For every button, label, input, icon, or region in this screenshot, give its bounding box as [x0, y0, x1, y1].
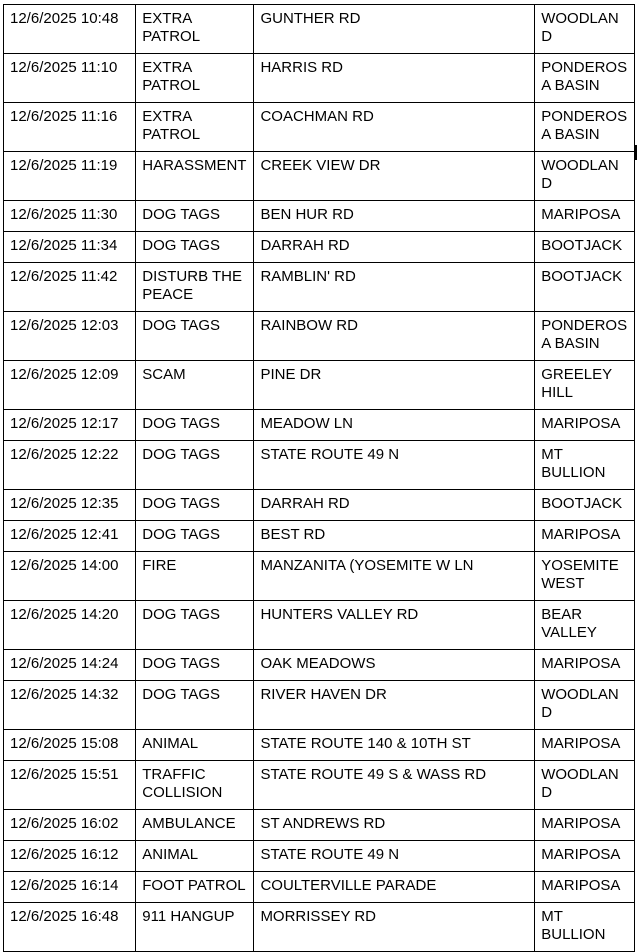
cell-call-type: DOG TAGS: [136, 681, 254, 730]
cell-datetime: 12/6/2025 14:32: [4, 681, 136, 730]
cell-call-type: DISTURB THE PEACE: [136, 263, 254, 312]
cell-location: MEADOW LN: [254, 410, 535, 441]
cell-area: PONDEROSA BASIN: [535, 103, 635, 152]
cell-datetime: 12/6/2025 11:10: [4, 54, 136, 103]
cell-location: CREEK VIEW DR: [254, 152, 535, 201]
cell-area: PONDEROSA BASIN: [535, 312, 635, 361]
cell-call-type: DOG TAGS: [136, 650, 254, 681]
cell-area: MT BULLION: [535, 441, 635, 490]
table-row: [4, 903, 635, 952]
cell-call-type: FOOT PATROL: [136, 872, 254, 903]
cell-location: BEST RD: [254, 521, 535, 552]
cell-call-type: AMBULANCE: [136, 810, 254, 841]
table-row: [4, 810, 635, 841]
cell-datetime: 12/6/2025 11:16: [4, 103, 136, 152]
cell-area: BEAR VALLEY: [535, 601, 635, 650]
table-row: [4, 490, 635, 521]
cell-datetime: 12/6/2025 14:24: [4, 650, 136, 681]
cell-area: MARIPOSA: [535, 810, 635, 841]
table-row: [4, 521, 635, 552]
cell-datetime: 12/6/2025 12:22: [4, 441, 136, 490]
cell-area: MARIPOSA: [535, 872, 635, 903]
cell-location: ST ANDREWS RD: [254, 810, 535, 841]
cell-datetime: 12/6/2025 16:14: [4, 872, 136, 903]
cell-location: STATE ROUTE 49 N: [254, 841, 535, 872]
cell-location: MORRISSEY RD: [254, 903, 535, 952]
cell-call-type: 911 HANGUP: [136, 903, 254, 952]
table-row: [4, 201, 635, 232]
cell-area: MARIPOSA: [535, 650, 635, 681]
cell-call-type: DOG TAGS: [136, 410, 254, 441]
cell-call-type: DOG TAGS: [136, 232, 254, 263]
cell-area: BOOTJACK: [535, 263, 635, 312]
table-row: [4, 552, 635, 601]
call-log-body: [4, 5, 635, 952]
cell-area: GREELEY HILL: [535, 361, 635, 410]
cell-area: PONDEROSA BASIN: [535, 54, 635, 103]
cell-datetime: 12/6/2025 12:17: [4, 410, 136, 441]
cell-call-type: HARASSMENT: [136, 152, 254, 201]
cell-location: BEN HUR RD: [254, 201, 535, 232]
cell-call-type: DOG TAGS: [136, 441, 254, 490]
cell-call-type: DOG TAGS: [136, 201, 254, 232]
table-row: [4, 5, 635, 54]
table-row: [4, 650, 635, 681]
cell-location: COACHMAN RD: [254, 103, 535, 152]
cell-datetime: 12/6/2025 12:03: [4, 312, 136, 361]
cell-location: STATE ROUTE 49 S & WASS RD: [254, 761, 535, 810]
cell-location: HUNTERS VALLEY RD: [254, 601, 535, 650]
cell-area: MARIPOSA: [535, 730, 635, 761]
table-row: [4, 152, 635, 201]
cell-location: STATE ROUTE 140 & 10TH ST: [254, 730, 535, 761]
cell-area: YOSEMITE WEST: [535, 552, 635, 601]
cell-datetime: 12/6/2025 11:34: [4, 232, 136, 263]
cell-location: PINE DR: [254, 361, 535, 410]
cell-call-type: EXTRA PATROL: [136, 5, 254, 54]
table-row: [4, 361, 635, 410]
cell-call-type: DOG TAGS: [136, 312, 254, 361]
page-edge-mark: [635, 145, 637, 160]
cell-call-type: TRAFFIC COLLISION: [136, 761, 254, 810]
cell-area: BOOTJACK: [535, 232, 635, 263]
table-row: [4, 872, 635, 903]
cell-area: WOODLAND: [535, 152, 635, 201]
cell-location: DARRAH RD: [254, 232, 535, 263]
cell-datetime: 12/6/2025 11:42: [4, 263, 136, 312]
table-row: [4, 263, 635, 312]
cell-location: RIVER HAVEN DR: [254, 681, 535, 730]
cell-datetime: 12/6/2025 10:48: [4, 5, 136, 54]
table-row: [4, 54, 635, 103]
cell-location: RAMBLIN' RD: [254, 263, 535, 312]
cell-datetime: 12/6/2025 16:48: [4, 903, 136, 952]
table-row: [4, 681, 635, 730]
cell-area: BOOTJACK: [535, 490, 635, 521]
cell-call-type: DOG TAGS: [136, 490, 254, 521]
cell-datetime: 12/6/2025 12:09: [4, 361, 136, 410]
cell-area: MARIPOSA: [535, 841, 635, 872]
table-row: [4, 103, 635, 152]
cell-call-type: DOG TAGS: [136, 521, 254, 552]
cell-location: GUNTHER RD: [254, 5, 535, 54]
cell-area: MARIPOSA: [535, 521, 635, 552]
cell-location: HARRIS RD: [254, 54, 535, 103]
cell-area: MARIPOSA: [535, 410, 635, 441]
table-row: [4, 410, 635, 441]
cell-datetime: 12/6/2025 15:08: [4, 730, 136, 761]
cell-call-type: DOG TAGS: [136, 601, 254, 650]
table-row: [4, 841, 635, 872]
cell-datetime: 12/6/2025 16:02: [4, 810, 136, 841]
call-log-table: [3, 4, 635, 952]
cell-area: WOODLAND: [535, 761, 635, 810]
cell-datetime: 12/6/2025 12:35: [4, 490, 136, 521]
cell-call-type: FIRE: [136, 552, 254, 601]
cell-location: DARRAH RD: [254, 490, 535, 521]
cell-call-type: EXTRA PATROL: [136, 54, 254, 103]
cell-datetime: 12/6/2025 14:20: [4, 601, 136, 650]
cell-area: WOODLAND: [535, 681, 635, 730]
cell-location: MANZANITA (YOSEMITE W LN: [254, 552, 535, 601]
cell-datetime: 12/6/2025 15:51: [4, 761, 136, 810]
cell-area: MARIPOSA: [535, 201, 635, 232]
table-row: [4, 441, 635, 490]
cell-datetime: 12/6/2025 16:12: [4, 841, 136, 872]
cell-datetime: 12/6/2025 14:00: [4, 552, 136, 601]
table-row: [4, 601, 635, 650]
cell-call-type: SCAM: [136, 361, 254, 410]
table-row: [4, 312, 635, 361]
cell-area: WOODLAND: [535, 5, 635, 54]
table-row: [4, 232, 635, 263]
cell-datetime: 12/6/2025 12:41: [4, 521, 136, 552]
table-row: [4, 761, 635, 810]
cell-location: OAK MEADOWS: [254, 650, 535, 681]
cell-area: MT BULLION: [535, 903, 635, 952]
cell-call-type: ANIMAL: [136, 730, 254, 761]
cell-location: RAINBOW RD: [254, 312, 535, 361]
cell-call-type: ANIMAL: [136, 841, 254, 872]
table-row: [4, 730, 635, 761]
cell-datetime: 12/6/2025 11:19: [4, 152, 136, 201]
cell-location: STATE ROUTE 49 N: [254, 441, 535, 490]
cell-call-type: EXTRA PATROL: [136, 103, 254, 152]
cell-datetime: 12/6/2025 11:30: [4, 201, 136, 232]
cell-location: COULTERVILLE PARADE: [254, 872, 535, 903]
